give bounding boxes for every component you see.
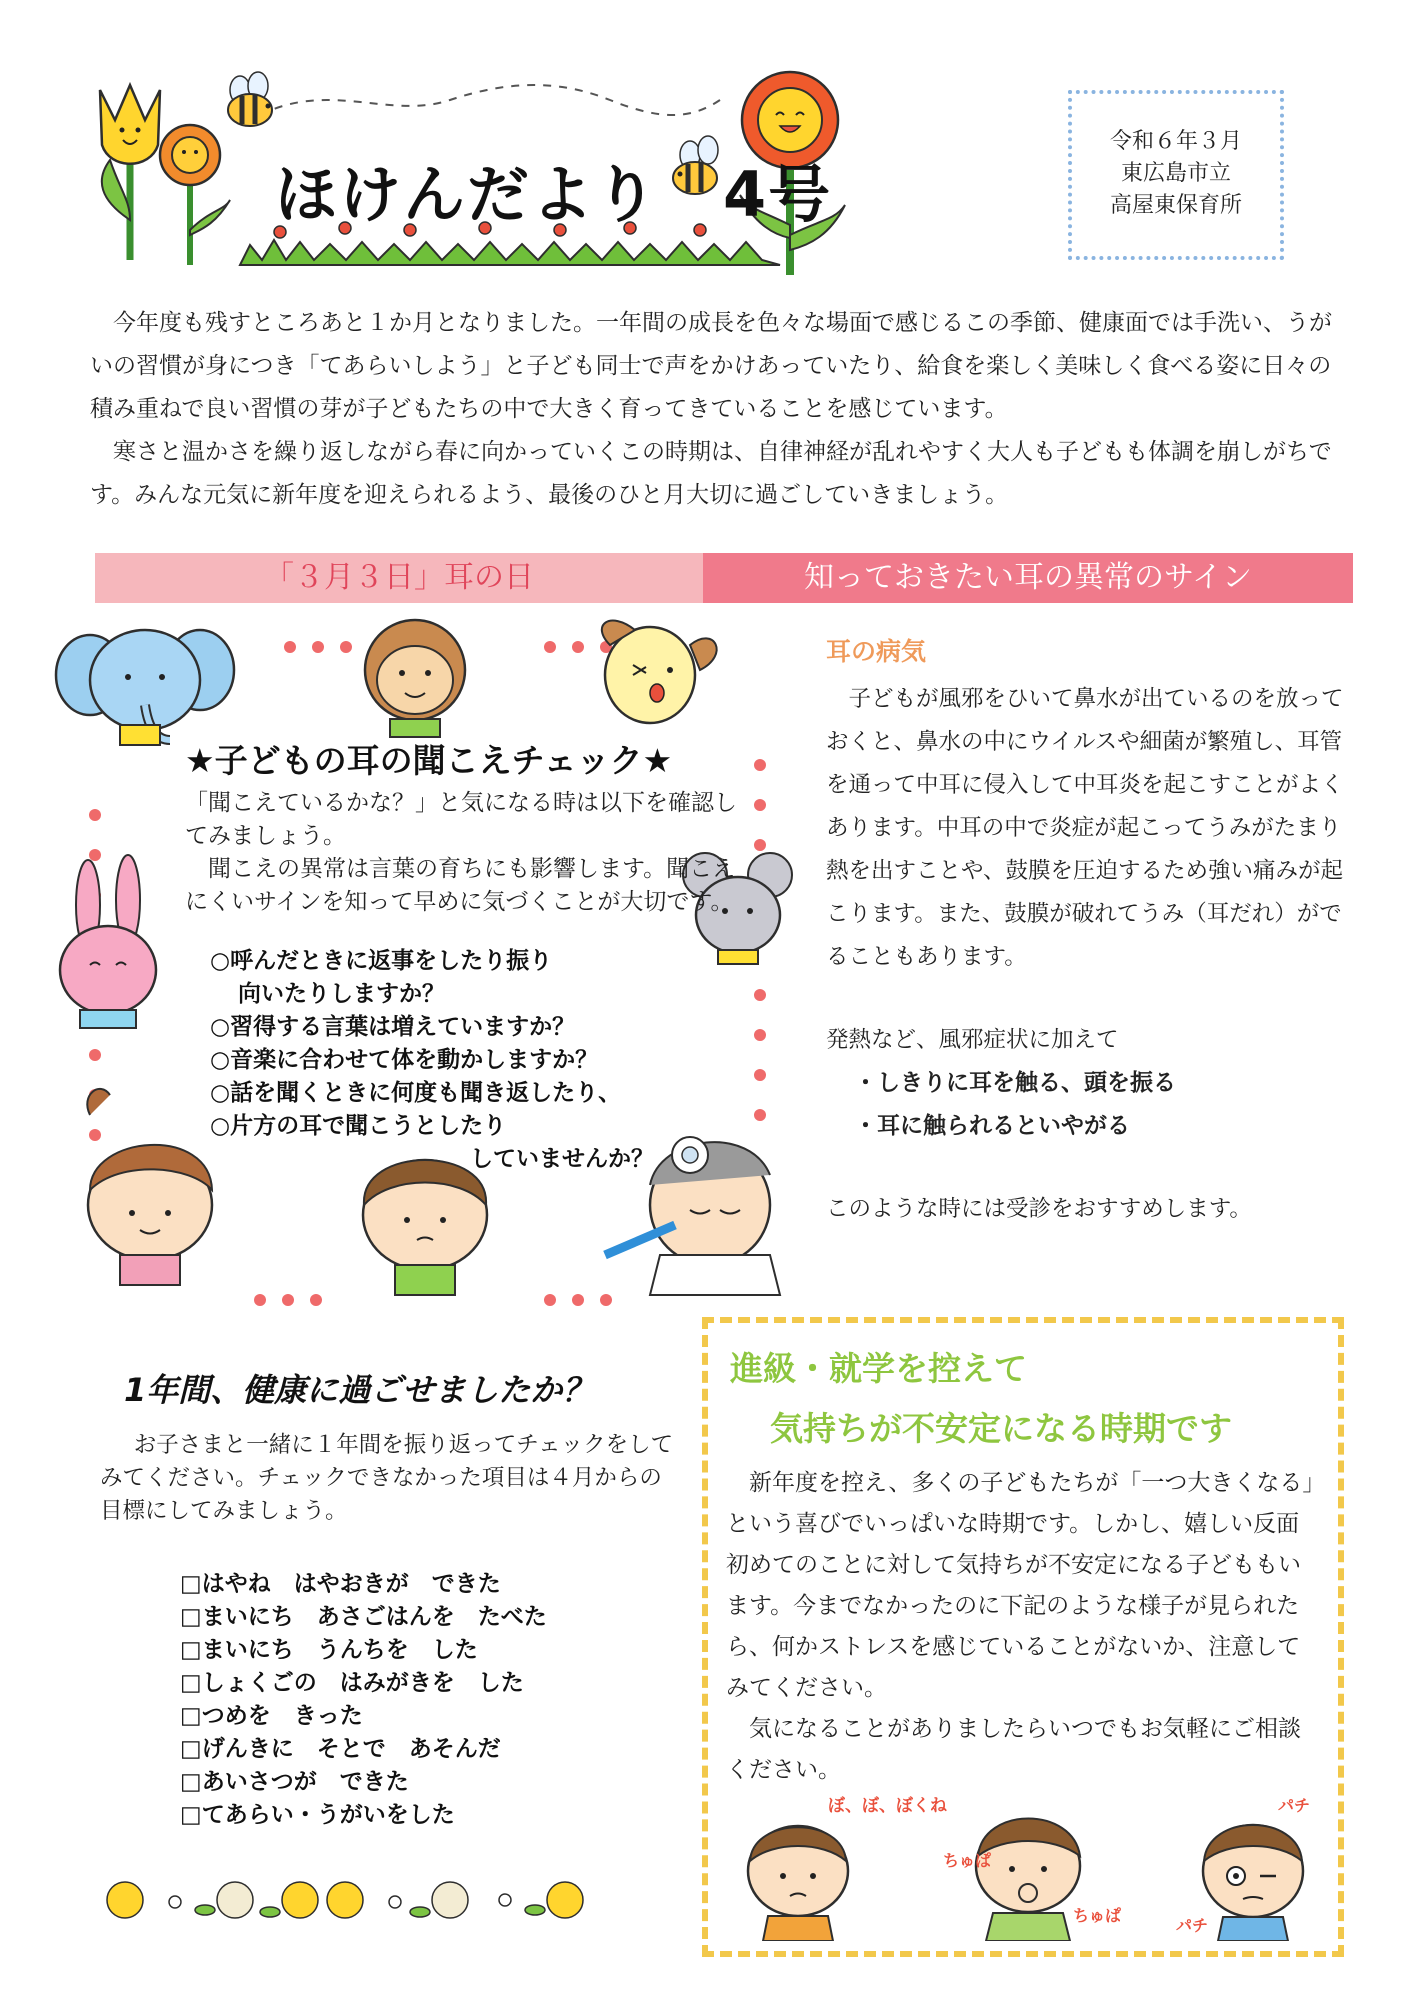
bee-flight-path [260, 85, 720, 115]
year-check-title: 1年間、健康に過ごせましたか？ [124, 1371, 595, 1409]
issuer-school: 高屋東保育所 [1109, 193, 1242, 218]
section-bar-ear-signs: 知っておきたい耳の異常のサイン [703, 553, 1353, 603]
orange-flower-icon [160, 125, 230, 265]
monkey-icon [365, 620, 465, 737]
ear-disease-text: 子どもが風邪をひいて鼻水が出ているのを放っておくと、鼻水の中にウイルスや細菌が繁殖し、耳管を通って中耳に侵入して中耳炎を起こすことがよくあります。中耳の中で炎症が起こってうみがたまり熱を出すことや、鼓膜を圧迫するため強い痛みが起こります。また、鼓膜が破れてうみ（耳だれ）がでることもあります。 [826, 686, 1344, 970]
checklist-item: □あいさつが できた [180, 1769, 409, 1795]
checklist-item: □まいにち あさごはんを たべた [180, 1604, 547, 1630]
list-item: ・耳に触られるといやがる [854, 1113, 1130, 1139]
list-item: 向いたりしますか？ [238, 981, 445, 1007]
dog-icon [602, 621, 717, 723]
list-item: ○呼んだときに返事をしたり振り [210, 948, 553, 974]
list-item: ○習得する言葉は増えていますか？ [210, 1014, 576, 1040]
onomatopoeia-suck-1: ちゅぱ [943, 1851, 992, 1870]
stuttering-child-icon [748, 1795, 947, 1941]
list-item: していませんか？ [470, 1146, 654, 1172]
hearing-check-intro [185, 787, 740, 919]
section-bar-ear-day: 「３月３日」耳の日 [95, 553, 703, 603]
promotion-paragraph: 新年度を控え、多くの子どもたちが「一つ大きくなる」という喜びでいっぱいな時期です。しかし、嬉しい反面初めてのことに対して気持ちが不安定になる子どももいます。今までなかったのに下記のような様子が見られたら、何かストレスを感じていることがないか、注意してみてください。 [726, 1470, 1314, 1701]
hearing-check-line: 「聞こえているかな？」と気になる時は以下を確認してみましょう。 [185, 790, 737, 849]
onomatopoeia-stutter: ぼ、ぼ、ぼくね [828, 1796, 947, 1816]
dandelion-icon [107, 1882, 583, 1918]
promotion-title-line1: 進級・就学を控えて [730, 1349, 1027, 1388]
hearing-check-line: 聞こえの異常は言葉の育ちにも影響します。聞こえにくいサインを知って早めに気づくことが大切です。 [185, 856, 736, 915]
promotion-paragraph: 気になることがありましたらいつでもお気軽にご相談ください。 [726, 1716, 1301, 1783]
list-item: ・しきりに耳を触る、頭を振る [854, 1070, 1176, 1096]
checklist-item: □てあらい・うがいをした [180, 1802, 455, 1828]
yellow-tulip-icon [100, 85, 160, 260]
page-title: ほけんだより 4号 [275, 158, 833, 231]
grass-strip [240, 240, 780, 265]
thumb-sucking-child-icon [943, 1819, 1121, 1942]
boy-icon [363, 1160, 487, 1295]
promotion-title-line2: 気持ちが不安定になる時期です [770, 1409, 1232, 1448]
list-item: ○音楽に合わせて体を動かしますか？ [210, 1047, 599, 1073]
checklist-item: □はやね はやおきが できた [180, 1571, 501, 1597]
issuer-box [1068, 90, 1284, 260]
checklist-item: □げんきに そとで あそんだ [180, 1736, 501, 1762]
ear-disease-section [826, 632, 1346, 1231]
promotion-box [702, 1317, 1344, 1957]
hearing-check-list [210, 945, 654, 1176]
intro-paragraph: 寒さと温かさを繰り返しながら春に向かっていくこの時期は、自律神経が乱れやすく大人も子どもも体調を崩しがちです。みんな元気に新年度を迎えられるよう、最後のひと月大切に過ごしていきましょう。 [90, 439, 1332, 508]
bee-icon-left [228, 72, 272, 126]
hearing-check-panel [50, 615, 810, 1315]
onomatopoeia-blink-1: パチ [1278, 1796, 1311, 1815]
checklist-item: □しょくごの はみがきを した [180, 1670, 524, 1696]
year-check-list [180, 1568, 680, 1832]
onomatopoeia-blink-2: パチ [1176, 1916, 1209, 1935]
ear-signs-list [826, 1062, 1346, 1148]
blinking-child-icon [1176, 1796, 1310, 1941]
dandelion-border [95, 1870, 655, 1930]
ear-advice: このような時には受診をおすすめします。 [826, 1196, 1252, 1222]
year-check-text: お子さまと一緒に１年間を振り返ってチェックをしてみてください。チェックできなかった項目は４月からの目標にしてみましょう。 [100, 1432, 674, 1524]
issue-date: 令和６年３月 [1109, 129, 1242, 154]
list-item: ○片方の耳で聞こうとしたり [210, 1113, 507, 1139]
hearing-check-title: ★子どもの耳の聞こえチェック★ [185, 741, 673, 780]
header-banner [90, 60, 940, 280]
intro-paragraph: 今年度も残すところあと１か月となりました。一年間の成長を色々な場面で感じるこの季節、健康面では手洗い、うがいの習慣が身につき「てあらいしよう」と子ども同士で声をかけあっていたり、給食を楽しく美味しく食べる姿に日々の積み重ねで良い習慣の芽が子どもたちの中で大きく育ってきていることを感じています。 [90, 310, 1332, 422]
promotion-text [726, 1463, 1321, 1791]
onomatopoeia-suck-2: ちゅぱ [1073, 1906, 1122, 1925]
girl-icon [87, 1089, 212, 1285]
elephant-icon [56, 630, 234, 745]
rabbit-icon [60, 855, 156, 1028]
intro-section [90, 302, 1340, 517]
list-item: ○話を聞くときに何度も聞き返したり、 [210, 1080, 622, 1106]
year-check-section [100, 1365, 680, 1832]
checklist-item: □まいにち うんちを した [180, 1637, 478, 1663]
anxious-children-illustration [728, 1791, 1328, 1941]
ear-disease-heading: 耳の病気 [826, 637, 927, 666]
checklist-item: □つめを きった [180, 1703, 363, 1729]
ear-signs-lead: 発熱など、風邪症状に加えて [826, 1027, 1119, 1053]
issuer-city: 東広島市立 [1120, 161, 1231, 186]
